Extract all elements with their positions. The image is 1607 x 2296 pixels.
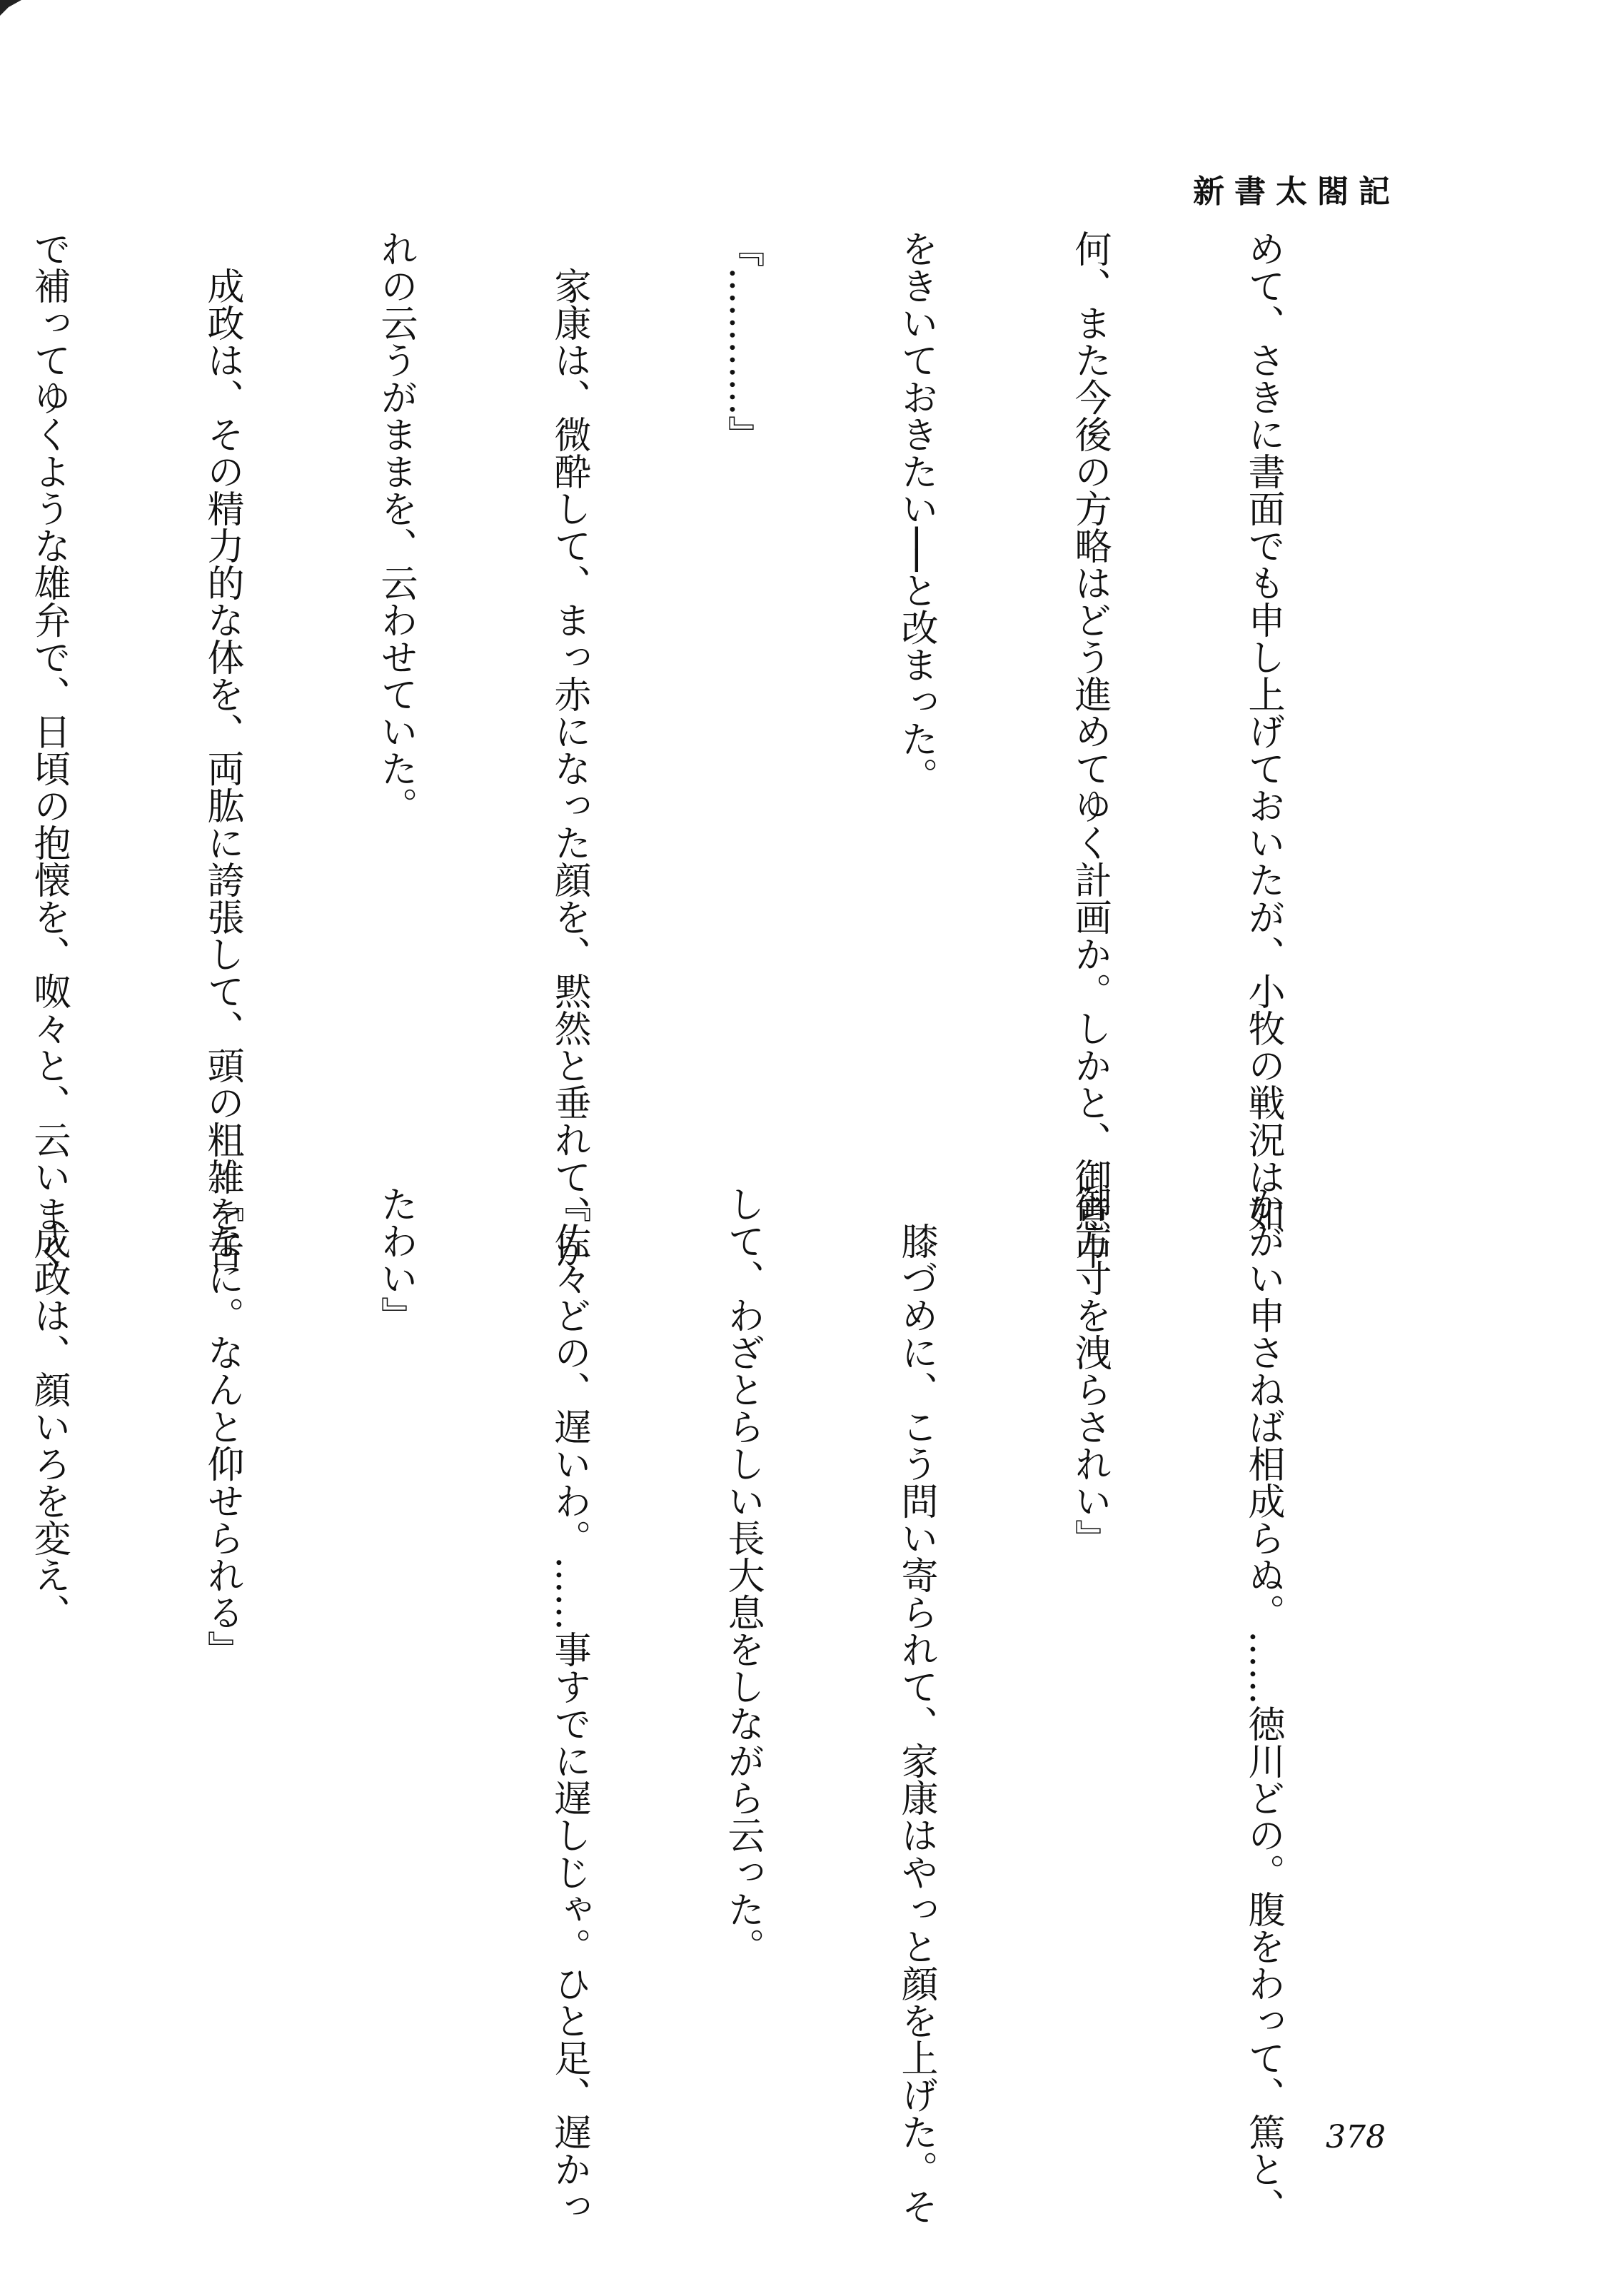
text-column: 成政は、その精力的な体を、両肱に誇張して、頭の粗雑を舌 [201,230,243,1269]
text-column: 『…………』 [721,230,764,453]
text-column: 膝づめに、こう問い寄られて、家康はやっと顔を上げた。そ [895,1185,937,2225]
scan-corner-mark [0,0,21,16]
text-column: 成政は、顔いろを変え、 [27,1185,70,1631]
text-column: 家康は、微酔して、まっ赤になった顔を、黙然と垂れて、か [548,230,590,1269]
text-column: めて、さきに書面でも申し上げておいたが、小牧の戦況は如 [1241,230,1284,1232]
text-column: で補ってゆくような雄弁で、日頃の抱懐を、呶々と、云いまく [27,230,70,1269]
text-column: 『佐々どの、遅いわ。……事すでに遅しじゃ。ひと足、遅かっ [548,1185,590,2225]
text-column: かがい申さねば相成らぬ。……徳川どの。腹をわって、篤と、 [1241,1185,1284,2225]
text-column: 『なに。なんと仰せられる』 [201,1185,243,1668]
text-column: して、わざとらしい長大息をしながら云った。 [721,1185,764,1965]
text-column: たわい』 [374,1185,417,1334]
text-column: をきいておきたい──と改まった。 [895,230,937,795]
text-column: 御方寸を洩らされい』 [1068,1185,1111,1556]
text-column: 何、また今後の方略はどう進めてゆく計画か。しかと、御意中 [1068,230,1111,1269]
text-column: れの云うがままを、云わせていた。 [374,230,417,824]
page-number: 378 [1326,2119,1386,2155]
running-title: 新書太閤記 [1193,173,1400,210]
